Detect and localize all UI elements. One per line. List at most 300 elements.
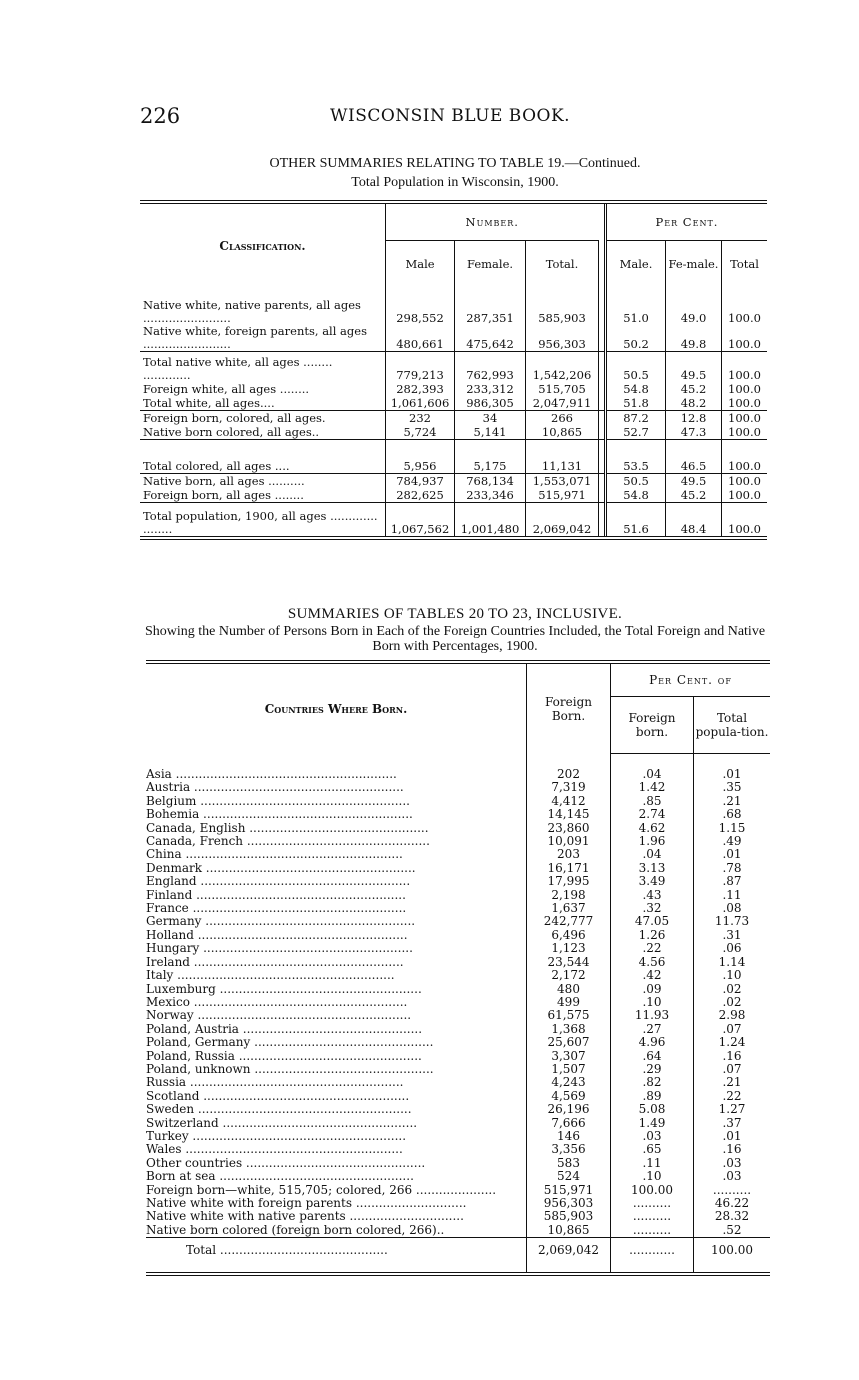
pct-total-pop-value: .68: [722, 807, 742, 822]
table-row: [146, 1117, 770, 1130]
male-value: 784,937: [386, 473, 455, 488]
table-row: [140, 325, 767, 352]
pct-foreign-born-value: .85: [611, 795, 694, 808]
pct-total-value: 100.0: [722, 502, 768, 538]
female-value: 475,642: [455, 325, 526, 352]
countries-table: [146, 660, 770, 1276]
pct-total-pop-value: .31: [722, 927, 742, 942]
country-label: Native white with native parents ..............................: [146, 1210, 527, 1223]
table-row: [146, 1103, 770, 1116]
table-row: [146, 983, 770, 996]
foreign-born-value: 6,496: [527, 929, 611, 942]
country-label: China .........................................................: [146, 848, 527, 861]
pct-total-value: 100.0: [722, 439, 768, 473]
pct-female-value: 48.4: [666, 502, 722, 538]
column-divider: [599, 202, 606, 287]
pct-total-value: 100.0: [728, 311, 761, 325]
foreign-born-value: 4,412: [527, 795, 611, 808]
male-value: 1,067,562: [386, 502, 455, 538]
pct-total-pop-value: 28.32: [714, 1209, 750, 1224]
pct-total-pop-value: .03: [722, 1155, 742, 1170]
pct-foreign-born-value: .03: [611, 1130, 694, 1143]
pct-foreign-born-value: .64: [611, 1050, 694, 1063]
pct-foreign-born-value: .32: [611, 902, 694, 915]
total-value: 11,131: [526, 439, 599, 473]
pct-foreign-born-value: 47.05: [611, 915, 694, 928]
pct-total-pop-value: .78: [722, 860, 742, 875]
page-number: 226: [140, 104, 181, 128]
pct-total-pop-value: .02: [722, 981, 742, 996]
row-label: Native born colored, all ages..: [140, 425, 386, 440]
pct-foreign-born-value: .82: [611, 1076, 694, 1089]
column-divider: [599, 382, 606, 396]
table-row: [146, 1023, 770, 1036]
table-row: [146, 835, 770, 848]
pct-female-value: 49.0: [666, 287, 722, 325]
foreign-born-value: 499: [527, 996, 611, 1009]
foreign-born-value: 203: [527, 848, 611, 861]
pct-foreign-born-value: 5.08: [611, 1103, 694, 1116]
pct-foreign-born-value: 3.49: [611, 875, 694, 888]
country-label: Poland, Germany ...............................................: [146, 1036, 527, 1049]
col-header-pct-total-pop: Total popula-tion.: [694, 697, 771, 754]
foreign-born-value: 3,356: [527, 1143, 611, 1156]
pct-total-pop-value: .37: [722, 1115, 742, 1130]
foreign-born-value: 242,777: [527, 915, 611, 928]
pct-female-value: 47.3: [666, 425, 722, 440]
country-label: Other countries ...............................................: [146, 1157, 527, 1170]
country-label: Austria .......................................................: [146, 781, 527, 794]
pct-foreign-born-value: .04: [611, 754, 694, 782]
table1-caption: OTHER SUMMARIES RELATING TO TABLE 19.—Continued.: [269, 156, 641, 171]
pct-foreign-born-value: .29: [611, 1063, 694, 1076]
column-divider: [599, 439, 606, 473]
pct-total-pop-value: .16: [722, 1142, 742, 1157]
row-label: Native born, all ages ..........: [140, 473, 386, 488]
column-divider: [599, 352, 606, 382]
foreign-born-value: 10,091: [527, 835, 611, 848]
pct-male-value: 54.8: [606, 488, 666, 503]
table-row: [146, 1224, 770, 1238]
foreign-born-value: 202: [527, 754, 611, 782]
pct-total-pop-value: 46.22: [714, 1196, 750, 1210]
foreign-born-value: 23,860: [527, 822, 611, 835]
total-value: 1,542,206: [526, 352, 599, 382]
country-label: Holland .......................................................: [146, 929, 527, 942]
pct-male-value: 50.5: [606, 352, 666, 382]
female-value: 1,001,480: [455, 502, 526, 538]
table2-caption: SUMMARIES OF TABLES 20 TO 23, INCLUSIVE.: [287, 606, 623, 622]
foreign-born-value: 4,243: [527, 1076, 611, 1089]
table-row: [146, 889, 770, 902]
foreign-born-value: 14,145: [527, 808, 611, 821]
pct-total-value: 100.0: [722, 473, 768, 488]
foreign-born-value: 956,303: [527, 1197, 611, 1210]
total-row: [146, 1238, 770, 1274]
total-value: 585,903: [526, 287, 599, 325]
col-header-female: Female.: [455, 241, 526, 288]
pct-foreign-born-value: 3.13: [611, 862, 694, 875]
foreign-born-value: 16,171: [527, 862, 611, 875]
running-title: WISCONSIN BLUE BOOK.: [330, 106, 571, 126]
pct-total-value: 100.0: [728, 381, 761, 396]
pct-total-pop-value: 11.73: [714, 914, 750, 929]
pct-total-value: 100.0: [728, 487, 761, 502]
foreign-born-value: 585,903: [527, 1210, 611, 1223]
table-row: [146, 808, 770, 821]
pct-total-pop-value: .22: [722, 1088, 742, 1103]
column-divider: [599, 287, 606, 325]
pct-female-value: 49.5: [666, 473, 722, 488]
pct-male-value: 54.8: [606, 382, 666, 396]
pct-foreign-born-value: 4.96: [611, 1036, 694, 1049]
pct-foreign-born-value: .04: [611, 848, 694, 861]
pct-total-pop-value: .08: [722, 901, 742, 916]
total-value: 515,971: [526, 488, 599, 503]
pct-total-pop-value: 1.15: [718, 820, 746, 835]
total-value: 956,303: [526, 325, 599, 352]
male-value: 1,061,606: [386, 396, 455, 411]
pct-total-pop-value: 1.24: [718, 1035, 746, 1050]
col-header-male: Male: [386, 241, 455, 288]
table-row: [146, 1090, 770, 1103]
country-label: Ireland .......................................................: [146, 956, 527, 969]
table-row: [140, 488, 767, 503]
foreign-born-value: 583: [527, 1157, 611, 1170]
foreign-born-value: 1,123: [527, 942, 611, 955]
pct-total-pop-value: .03: [722, 1169, 742, 1184]
col-header-percent-of: Per Cent. of: [611, 662, 771, 697]
foreign-born-value: 23,544: [527, 956, 611, 969]
foreign-born-value: 1,637: [527, 902, 611, 915]
pct-total-pop-value: .16: [722, 1048, 742, 1063]
pct-total-value: 100.0: [722, 410, 768, 425]
male-value: 5,724: [386, 425, 455, 440]
foreign-born-value: 1,368: [527, 1023, 611, 1036]
country-label: Germany .......................................................: [146, 915, 527, 928]
pct-foreign-born-value: .10: [611, 1170, 694, 1183]
table-row: [140, 352, 767, 382]
pct-total-pop-value: .87: [722, 874, 742, 889]
column-divider: [599, 473, 606, 488]
population-table-body: [140, 287, 767, 538]
col-header-foreign-born: Foreign Born.: [527, 662, 611, 754]
total-value: 266: [526, 410, 599, 425]
foreign-born-value: 480: [527, 983, 611, 996]
pct-total-pop-value: .21: [722, 793, 742, 808]
pct-total-pop-value: .06: [722, 941, 742, 956]
pct-foreign-born-value: .43: [611, 889, 694, 902]
country-label: Born at sea ...................................................: [146, 1170, 527, 1183]
country-label: Sweden ........................................................: [146, 1103, 527, 1116]
pct-total-pop-value: .01: [722, 767, 742, 781]
foreign-born-value: 26,196: [527, 1103, 611, 1116]
table-row: [146, 822, 770, 835]
pct-male-value: 51.0: [606, 287, 666, 325]
country-label: Bohemia .......................................................: [146, 808, 527, 821]
table-row: [140, 410, 767, 425]
row-label: Total population, 1900, all ages ............. ........: [140, 502, 386, 538]
table-row: [146, 1009, 770, 1022]
male-value: 282,625: [386, 488, 455, 503]
column-divider: [599, 325, 606, 352]
country-label: Scotland ......................................................: [146, 1090, 527, 1103]
col-header-percent: Per Cent.: [606, 202, 768, 241]
pct-foreign-born-value: .89: [611, 1090, 694, 1103]
row-label: Total native white, all ages ........ .............: [140, 352, 386, 382]
total-label: Total ............................................: [146, 1238, 527, 1274]
pct-foreign-born-value: 11.93: [611, 1009, 694, 1022]
row-label: Total white, all ages....: [140, 396, 386, 411]
pct-foreign-born-value: 2.74: [611, 808, 694, 821]
total-value: 2,069,042: [526, 502, 599, 538]
country-label: Norway ........................................................: [146, 1009, 527, 1022]
country-label: France ........................................................: [146, 902, 527, 915]
male-value: 282,393: [386, 382, 455, 396]
foreign-born-value: 25,607: [527, 1036, 611, 1049]
country-label: Russia ........................................................: [146, 1076, 527, 1089]
country-label: Poland, Russia ................................................: [146, 1050, 527, 1063]
pct-male-value: 87.2: [606, 410, 666, 425]
pct-female-value: 45.2: [666, 382, 722, 396]
pct-male-value: 51.6: [606, 502, 666, 538]
pct-total-value: 100.0: [728, 424, 761, 439]
country-label: Luxemburg .....................................................: [146, 983, 527, 996]
pct-foreign-born-value: .22: [611, 942, 694, 955]
pct-foreign-born-value: .65: [611, 1143, 694, 1156]
pct-female-value: 45.2: [666, 488, 722, 503]
table-row: [146, 1130, 770, 1143]
row-label: Total colored, all ages ....: [140, 439, 386, 473]
table-row: [140, 502, 767, 538]
col-header-pct-total: Total: [730, 257, 759, 271]
total-value: 515,705: [526, 382, 599, 396]
pct-total-pop-value: .49: [722, 834, 742, 849]
pct-total-pop-value: .21: [722, 1075, 742, 1090]
table-row: [146, 1197, 770, 1210]
pct-female-value: 49.5: [666, 352, 722, 382]
row-label: Foreign white, all ages ........: [140, 382, 386, 396]
female-value: 5,175: [455, 439, 526, 473]
country-label: Mexico ........................................................: [146, 996, 527, 1009]
table-row: [140, 439, 767, 473]
pct-foreign-born-value: 100.00: [611, 1184, 694, 1197]
col-header-number: Number.: [386, 202, 599, 241]
pct-total-pop-value: .52: [722, 1222, 742, 1237]
foreign-born-value: 2,172: [527, 969, 611, 982]
table-row: [140, 396, 767, 411]
pct-foreign-born-value: ..........: [611, 1197, 694, 1210]
table-row: [146, 969, 770, 982]
pct-total-pop-value: .11: [722, 887, 742, 902]
col-header-pct-foreign-born: Foreign born.: [611, 697, 694, 754]
table-row: [146, 1063, 770, 1076]
table-row: [146, 1184, 770, 1197]
foreign-born-value: 146: [527, 1130, 611, 1143]
pct-total-pop-value: .01: [722, 1128, 742, 1143]
pct-male-value: 52.7: [606, 425, 666, 440]
column-divider: [599, 410, 606, 425]
table-row: [146, 996, 770, 1009]
column-divider: [599, 502, 606, 538]
female-value: 768,134: [455, 473, 526, 488]
pct-female-value: 46.5: [666, 439, 722, 473]
foreign-born-value: 7,666: [527, 1117, 611, 1130]
pct-foreign-born-value: 1.26: [611, 929, 694, 942]
population-table: [140, 200, 767, 540]
pct-foreign-born-value: .10: [611, 996, 694, 1009]
table-row: [146, 1050, 770, 1063]
row-label: Native white, native parents, all ages ........................: [140, 287, 386, 325]
total-foreign-born-value: 2,069,042: [527, 1238, 611, 1274]
pct-foreign-born-value: .42: [611, 969, 694, 982]
table-row: [146, 1210, 770, 1223]
country-label: Switzerland ...................................................: [146, 1117, 527, 1130]
pct-foreign-born-value: 1.96: [611, 835, 694, 848]
col-header-total: Total.: [526, 241, 599, 288]
total-value: 10,865: [526, 425, 599, 440]
country-label: Canada, English ...............................................: [146, 822, 527, 835]
female-value: 986,305: [455, 396, 526, 411]
foreign-born-value: 515,971: [527, 1184, 611, 1197]
col-header-country: Countries Where Born.: [146, 662, 527, 754]
table-row: [146, 956, 770, 969]
country-label: Denmark .......................................................: [146, 862, 527, 875]
country-label: Belgium .......................................................: [146, 795, 527, 808]
country-label: Native white with foreign parents .............................: [146, 1197, 527, 1210]
country-label: Italy .........................................................: [146, 969, 527, 982]
pct-foreign-born-value: 1.42: [611, 781, 694, 794]
pct-female-value: 49.8: [666, 325, 722, 352]
table-row: [146, 781, 770, 794]
pct-foreign-born-value: 4.56: [611, 956, 694, 969]
country-label: Canada, French ................................................: [146, 835, 527, 848]
foreign-born-value: 1,507: [527, 1063, 611, 1076]
country-label: Asia ..........................................................: [146, 754, 527, 782]
foreign-born-value: 10,865: [527, 1224, 611, 1238]
foreign-born-value: 524: [527, 1170, 611, 1183]
table-row: [140, 382, 767, 396]
table-row: [146, 1036, 770, 1049]
column-divider: [599, 396, 606, 411]
pct-male-value: 50.2: [606, 325, 666, 352]
page-header: [140, 104, 770, 134]
pct-total-pop-value: .10: [722, 968, 742, 983]
table-row: [146, 862, 770, 875]
pct-total-value: 100.0: [728, 395, 761, 410]
column-divider: [599, 425, 606, 440]
country-label: Poland, Austria ...............................................: [146, 1023, 527, 1036]
pct-foreign-born-value: ..........: [611, 1210, 694, 1223]
table-row: [146, 1143, 770, 1156]
pct-female-value: 48.2: [666, 396, 722, 411]
table-row: [146, 929, 770, 942]
table-row: [146, 942, 770, 955]
male-value: 480,661: [386, 325, 455, 352]
table-row: [146, 902, 770, 915]
table-row: [140, 473, 767, 488]
foreign-born-value: 4,569: [527, 1090, 611, 1103]
country-label: Poland, unknown ...............................................: [146, 1063, 527, 1076]
female-value: 34: [455, 410, 526, 425]
col-header-pct-male: Male.: [606, 241, 666, 288]
pct-foreign-born-value: .27: [611, 1023, 694, 1036]
pct-total-value: 100.0: [728, 337, 761, 351]
col-header-pct-female: Fe-male.: [666, 241, 722, 288]
pct-female-value: 12.8: [666, 410, 722, 425]
pct-total-pop-value: 2.98: [718, 1008, 746, 1023]
pct-foreign-born-value: 4.62: [611, 822, 694, 835]
male-value: 298,552: [386, 287, 455, 325]
foreign-born-value: 61,575: [527, 1009, 611, 1022]
country-label: Turkey ........................................................: [146, 1130, 527, 1143]
pct-total-pop-value: 1.27: [718, 1102, 746, 1117]
country-label: Foreign born—white, 515,705; colored, 266 .....................: [146, 1184, 527, 1197]
pct-total-pop-value: .01: [722, 847, 742, 862]
table-row: [146, 875, 770, 888]
total-value: 2,047,911: [526, 396, 599, 411]
table-row: [146, 848, 770, 861]
pct-total-pop-value: .07: [722, 1061, 742, 1076]
table1-subcaption: Total Population in Wisconsin, 1900.: [351, 175, 559, 190]
table-row: [146, 1076, 770, 1089]
country-label: Wales .........................................................: [146, 1143, 527, 1156]
pct-total-pop-value: 1.14: [718, 954, 746, 969]
pct-foreign-born-value: .11: [611, 1157, 694, 1170]
foreign-born-value: 17,995: [527, 875, 611, 888]
female-value: 233,312: [455, 382, 526, 396]
female-value: 233,346: [455, 488, 526, 503]
female-value: 287,351: [455, 287, 526, 325]
table2-subcaption: Showing the Number of Persons Born in Each of the Foreign Countries Included, the Total Foreign and Native Born with Percentages, 1900.: [144, 624, 766, 654]
table-row: [140, 287, 767, 325]
table-row: [146, 1170, 770, 1183]
table-row: [146, 1157, 770, 1170]
pct-foreign-born-value: 1.49: [611, 1117, 694, 1130]
total-pct-total-pop-value: 100.00: [694, 1238, 771, 1274]
column-divider: [599, 488, 606, 503]
male-value: 779,213: [386, 352, 455, 382]
row-label: Foreign born, all ages ........: [140, 488, 386, 503]
pct-total-pop-value: ..........: [712, 1182, 752, 1197]
pct-total-value: 100.0: [722, 352, 768, 382]
table-row: [146, 795, 770, 808]
foreign-born-value: 3,307: [527, 1050, 611, 1063]
countries-table-body: [146, 754, 770, 1274]
row-label: Foreign born, colored, all ages.: [140, 410, 386, 425]
female-value: 762,993: [455, 352, 526, 382]
pct-total-pop-value: .07: [722, 1021, 742, 1036]
country-label: Finland .......................................................: [146, 889, 527, 902]
total-value: 1,553,071: [526, 473, 599, 488]
foreign-born-value: 7,319: [527, 781, 611, 794]
pct-foreign-born-value: ..........: [611, 1224, 694, 1238]
country-label: Hungary .......................................................: [146, 942, 527, 955]
female-value: 5,141: [455, 425, 526, 440]
foreign-born-value: 2,198: [527, 889, 611, 902]
country-label: England .......................................................: [146, 875, 527, 888]
pct-male-value: 53.5: [606, 439, 666, 473]
pct-total-pop-value: .02: [722, 994, 742, 1009]
pct-male-value: 50.5: [606, 473, 666, 488]
table-row: [146, 915, 770, 928]
pct-total-pop-value: .35: [722, 780, 742, 795]
table-row: [140, 425, 767, 440]
male-value: 232: [386, 410, 455, 425]
row-label: Native white, foreign parents, all ages ........................: [140, 325, 386, 352]
pct-male-value: 51.8: [606, 396, 666, 411]
country-label: Native born colored (foreign born colored, 266)..: [146, 1224, 527, 1238]
